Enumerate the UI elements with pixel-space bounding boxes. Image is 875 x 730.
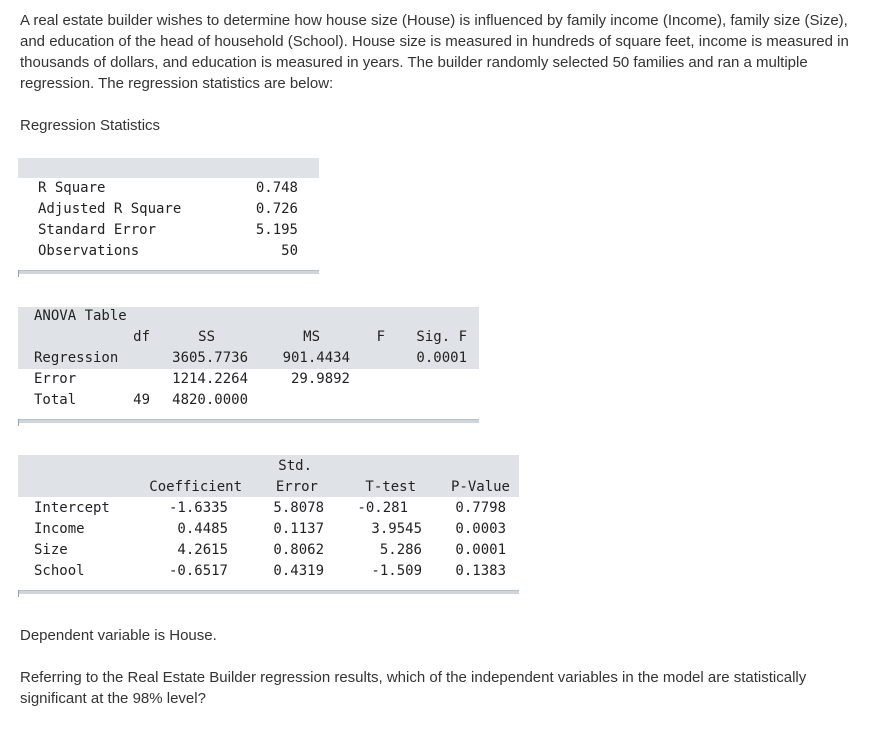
anova-error-label: Error [34, 371, 77, 387]
question-paragraph: Referring to the Real Estate Builder regression results, which of the independent variables in the model are statistically significant at the 98% level? [20, 669, 807, 707]
coef-std-header: Std. [278, 458, 312, 474]
coef-school-label: School [34, 563, 85, 579]
coef-size-p: 0.0001 [455, 542, 506, 558]
anova-regression-label: Regression [34, 350, 119, 366]
coef-coefficient-header: Coefficient [149, 479, 242, 495]
table-bottom-tick [18, 590, 19, 597]
adj-r-square-value: 0.726 [255, 201, 298, 217]
table-bottom-rule [18, 419, 479, 423]
r-square-label: R Square [38, 180, 106, 196]
anova-ss-header: SS [198, 329, 215, 345]
anova-total-ss: 4820.0000 [172, 392, 248, 408]
r-square-value: 0.748 [255, 180, 298, 196]
table-header-band [18, 158, 319, 178]
anova-total-label: Total [34, 392, 77, 408]
coef-income-p: 0.0003 [455, 521, 506, 537]
anova-f-header: F [376, 329, 385, 345]
coef-intercept-se: 5.8078 [273, 500, 324, 516]
observations-label: Observations [38, 243, 140, 259]
anova-df-header: df [133, 329, 150, 345]
table-bottom-rule [18, 270, 319, 274]
std-error-label: Standard Error [38, 222, 157, 238]
coef-size-label: Size [34, 542, 68, 558]
anova-total-df: 49 [133, 392, 150, 408]
coef-school-t: -1.509 [371, 563, 422, 579]
regression-statistics-heading: Regression Statistics [20, 117, 161, 134]
anova-sig-f-header: Sig. F [416, 329, 467, 345]
coef-income-label: Income [34, 521, 85, 537]
table-bottom-tick [18, 419, 19, 426]
coef-pvalue-header: P-Value [450, 479, 510, 495]
anova-error-ms: 29.9892 [290, 371, 350, 387]
anova-ms-header: MS [303, 329, 320, 345]
coef-income-value: 0.4485 [177, 521, 228, 537]
table-bottom-rule [18, 590, 519, 594]
observations-value: 50 [281, 243, 298, 259]
coef-size-value: 4.2615 [177, 542, 228, 558]
table-bottom-tick [18, 270, 19, 277]
coef-size-se: 0.8062 [273, 542, 324, 558]
coef-intercept-value: -1.6335 [168, 500, 228, 516]
coef-school-p: 0.1383 [455, 563, 506, 579]
anova-regression-ms: 901.4434 [282, 350, 350, 366]
coef-ttest-header: T-test [365, 479, 416, 495]
anova-regression-ss: 3605.7736 [172, 350, 248, 366]
coef-intercept-p: 0.7798 [455, 500, 506, 516]
coef-error-header: Error [275, 479, 318, 495]
coef-intercept-label: Intercept [34, 500, 110, 516]
anova-error-ss: 1214.2264 [172, 371, 248, 387]
anova-regression-sig-f: 0.0001 [416, 350, 467, 366]
intro-paragraph: A real estate builder wishes to determine how house size (House) is influenced by family income (Income), family size (Size), and education of the head of household (School). House size is measured in hundreds of square feet, income is measured in thousands of dollars, and education is measured in years. The builder randomly selected 50 families and ran a multiple regression. The regression statistics are below: [20, 12, 849, 92]
adj-r-square-label: Adjusted R Square [38, 201, 182, 217]
coef-school-se: 0.4319 [273, 563, 324, 579]
anova-title: ANOVA Table [34, 308, 127, 324]
coef-intercept-t: -0.281 [357, 500, 408, 516]
coef-size-t: 5.286 [379, 542, 422, 558]
std-error-value: 5.195 [255, 222, 298, 238]
coef-income-se: 0.1137 [273, 521, 324, 537]
coef-school-value: -0.6517 [168, 563, 228, 579]
coef-income-t: 3.9545 [371, 521, 422, 537]
dependent-variable-note: Dependent variable is House. [20, 627, 217, 644]
